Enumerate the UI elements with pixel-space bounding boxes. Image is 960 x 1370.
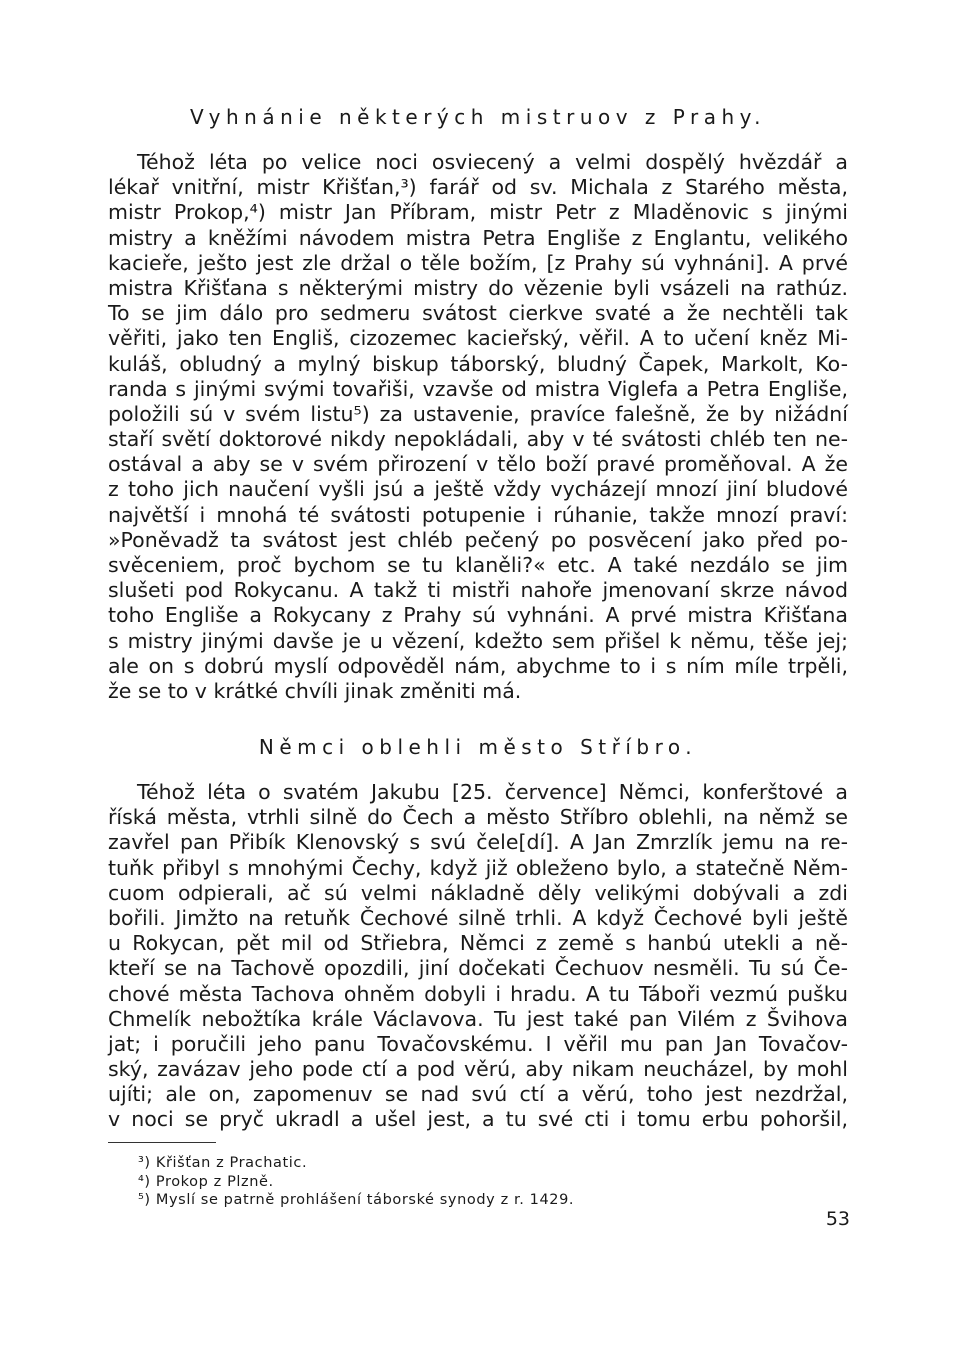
text-line: mistra Křišťana s některými mistry do vězenie byli vsázeli na rathúz. bbox=[108, 275, 848, 300]
text-line: »Poněvadž ta svátost jest chléb pečený po posvěcení jako před po- bbox=[108, 527, 848, 552]
text-line: bořili. Jimžto na retuňk Čechové silně trhli. A když Čechové byli ještě bbox=[108, 905, 848, 930]
text-line: mistr Prokop,⁴) mistr Jan Příbram, mistr Petr z Mladěnovic s jinými bbox=[108, 200, 848, 225]
text-line: zavřel pan Přibík Klenovský s svú čele[dí]. A Jan Zmrzlík jemu na re- bbox=[108, 830, 848, 855]
text-line: tuňk přibyl s mnohými Čechy, když již obleženo bylo, a statečně Něm- bbox=[108, 855, 848, 880]
text-line: Téhož léta o svatém Jakubu [25. července] Němci, konferštové a bbox=[137, 780, 848, 804]
text-line: u Rokycan, pět mil od Střiebra, Němci z země s hanbú utekli a ně- bbox=[108, 931, 848, 956]
text-line: randa s jinými svými tovařiši, vzavše od mistra Viglefa a Petra Engliše, bbox=[108, 376, 848, 401]
text-line: jat; i poručili jeho panu Tovačovskému. I věřil mu pan Jan Tovačov- bbox=[108, 1031, 848, 1056]
text-line: z toho jich naučení vyšli jsú a ještě vždy vycházejí mnozí jiní bludové bbox=[108, 477, 848, 502]
text-line: slušeti pod Rokycanu. A takž ti mistři nahoře jmenovaní skrze návod bbox=[108, 578, 848, 603]
text-line: svěceniem, proč bychom se tu klaněli?« etc. A také nezdálo se jim bbox=[108, 553, 848, 577]
text-line: s mistry jinými davše je u vězení, kdežto sem přišel k němu, těše jej; bbox=[108, 628, 848, 653]
text-line: chové města Tachova ohněm dobyli i hradu. A tu Táboři vezmú pušku bbox=[108, 981, 848, 1006]
text-line: cuom odpierali, ač sú velmi nákladně děly velikými dobývali a zdi bbox=[108, 880, 848, 905]
text-line: lékař vnitřní, mistr Křišťan,³) farář od sv. Michala z Starého města, bbox=[108, 175, 848, 200]
footnote: ⁵) Myslí se patrně prohlášení táborské synody z r. 1429. bbox=[138, 1192, 575, 1208]
text-line: Téhož léta po velice noci osviecený a velmi dospělý hvězdář a bbox=[137, 150, 848, 174]
text-line: položili sú v svém listu⁵) za ustavenie, pravíce falešně, že by nižádní bbox=[108, 401, 848, 426]
text-line: že se to v krátké chvíli jinak změniti má. bbox=[108, 678, 522, 703]
section-heading-stribro: Němci oblehli město Stříbro. bbox=[258, 735, 698, 759]
text-line: ský, zavázav jeho pode ctí a pod věrú, aby nikam neucházel, by mohl bbox=[108, 1057, 848, 1082]
text-line: najvětší i mnohá té svátosti potupenie i rúhanie, takže mnozí praví: bbox=[108, 502, 848, 527]
footnote-divider bbox=[108, 1142, 216, 1143]
text-line: To se jim dálo pro sedmeru svátost cierkve svaté a že nechtěli tak bbox=[108, 301, 848, 326]
text-line: říská města, vtrhli silně do Čech a město Stříbro oblehli, na němž se bbox=[108, 805, 848, 830]
text-line: ostával a aby se v svém přirození v tělo boží pravé proměňoval. A že bbox=[108, 452, 848, 477]
text-line: ujíti; ale on, zapomenuv se nad svú ctí a věrú, toho jest nezdržal, bbox=[108, 1082, 848, 1107]
footnote: ³) Křišťan z Prachatic. bbox=[138, 1155, 308, 1171]
text-line: kteří se na Tachově opozdili, jiní dočekati Čechuov nesměli. Tu sú Če- bbox=[108, 956, 848, 981]
paragraph-stribro bbox=[108, 780, 848, 1133]
text-line: ale on s dobrú myslí odpověděl nám, abychme to i s ním míle trpěli, bbox=[108, 653, 848, 678]
text-line: v noci se pryč ukradl a ušel jest, a tu své cti i tomu erbu pohoršil, bbox=[108, 1107, 848, 1132]
text-line: Chmelík nebožtíka krále Václavova. Tu jest také pan Vilém z Švihova bbox=[108, 1006, 848, 1031]
footnotes bbox=[138, 1154, 574, 1210]
text-line: mistry a kněžími návodem mistra Petra Engliše z Englantu, velikého bbox=[108, 225, 848, 250]
text-line: toho Engliše a Rokycany z Prahy sú vyhnáni. A prvé mistra Křišťana bbox=[108, 603, 848, 628]
paragraph-expulsion bbox=[108, 150, 848, 704]
text-line: staří světí doktorové nikdy nepokládali, aby v té svátosti chléb ten ne- bbox=[108, 427, 848, 452]
footnote: ⁴) Prokop z Plzně. bbox=[138, 1173, 274, 1190]
text-line: kacieře, ješto jest zle držal o těle božím, [z Prahy sú vyhnáni]. A prvé bbox=[108, 250, 848, 275]
text-line: věřiti, jako ten Engliš, cizozemec kacieřský, věřil. A to učení kněz Mi- bbox=[108, 326, 848, 351]
text-line: kuláš, obludný a mylný biskup táborský, bludný Čapek, Markolt, Ko- bbox=[108, 351, 848, 376]
page-number: 53 bbox=[825, 1208, 850, 1230]
section-heading-expulsion: Vyhnánie některých mistruov z Prahy. bbox=[190, 105, 766, 129]
